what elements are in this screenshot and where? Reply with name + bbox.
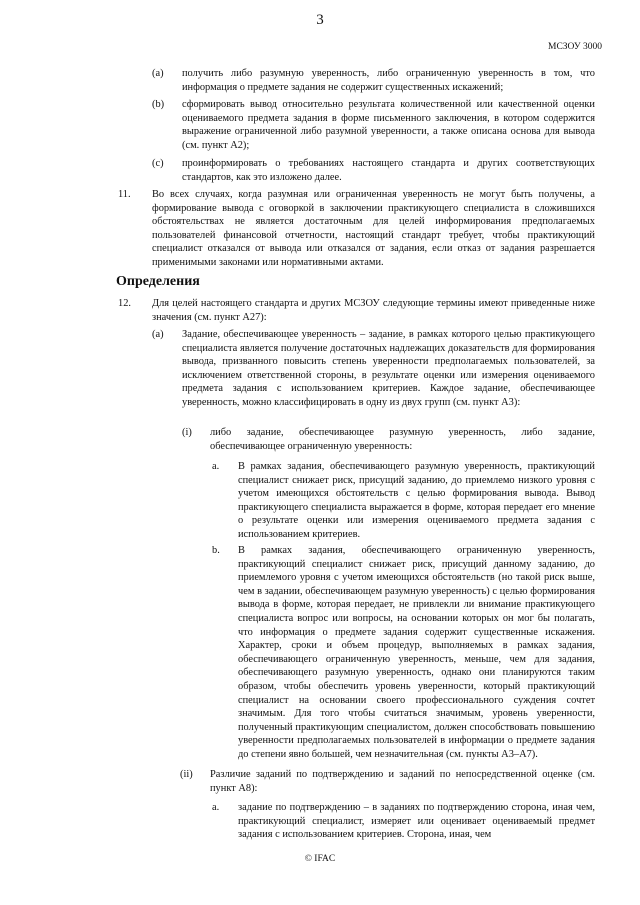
paragraph-number: 11. (118, 189, 131, 200)
section-heading: Определения (116, 274, 200, 289)
subitem-text: задание по подтверждению – в заданиях по подтверждению сторона, иная чем, практикующий специалист, измеряет или оценивает оцениваемый предмет задания с использованием критериев. Сторона, иная, чем (238, 802, 595, 841)
subitem-label: a. (212, 802, 220, 813)
page-number: 3 (316, 12, 324, 28)
list-text: сформировать вывод относительно результата количественной или качественной оценки оцениваемого предмета задания в форме письменного заключения, в котором содержится выражение ограниченной либо разумной уверенности, а также описана основа для вывода (см. пункт А2); (182, 99, 595, 151)
subitem-label: b. (212, 545, 220, 556)
footer-copyright: © IFAC (304, 854, 336, 864)
list-label: (a) (152, 68, 164, 79)
subitem-label: (i) (182, 427, 192, 438)
subitem-label: a. (212, 461, 220, 472)
list-text: проинформировать о требованиях настоящего стандарта и других соответствующих стандартов, как это изложено далее. (182, 158, 595, 183)
paragraph-text: Для целей настоящего стандарта и других МСЗОУ следующие термины имеют приведенные ниже значения (см. пункт А27): (152, 298, 595, 323)
definition-label: (a) (152, 329, 164, 340)
definition-text: Задание, обеспечивающее уверенность – задание, в рамках которого целью практикующего специалиста является получение достаточных надлежащих доказательств для формирования вывода, призванного повысить степень уверенности предполагаемых пользователей, за исключением ответственной стороны, в результате оценки или измерения оцениваемого предмета задания с использованием критериев. Каждое задание, обеспечивающее уверенность, можно классифицировать в одну из двух групп (см. пункт А3): (182, 329, 595, 408)
list-text: получить либо разумную уверенность, либо ограниченную уверенность в том, что информация о предмете задания не содержит существенных искажений; (182, 68, 595, 93)
subitem-label: (ii) (180, 769, 193, 780)
document-code: МСЗОУ 3000 (548, 42, 602, 52)
subitem-text: Различие заданий по подтверждению и заданий по непосредственной оценке (см. пункт А8): (210, 769, 595, 794)
paragraph-number: 12. (118, 298, 131, 309)
subitem-text: либо задание, обеспечивающее разумную уверенность, либо задание, обеспечивающее ограниченную уверенность: (210, 427, 595, 452)
paragraph-text: Во всех случаях, когда разумная или ограниченная уверенность не могут быть получены, а формирование вывода с оговоркой в заключении практикующего специалиста в сложившихся обстоятельствах не является достаточным для целей информирования предполагаемых пользователей финансовой отчетности, настоящий стандарт требует, чтобы практикующий специалист отказался от вывода или отказался от задания, если отказ от задания разрешается применимыми законами или нормативными актами. (152, 189, 595, 268)
list-label: (c) (152, 158, 164, 169)
subitem-text: В рамках задания, обеспечивающего разумную уверенность, практикующий специалист снижает риск, присущий заданию, до приемлемо низкого уровня с учетом имеющихся обстоятельств с целью формирования вывода. Вывод практикующего специалиста выражается в форме, которая передает его мнение о результате оценки или измерения оцениваемого предмета задания с использованием критериев. (238, 461, 595, 540)
list-label: (b) (152, 99, 165, 110)
subitem-text: В рамках задания, обеспечивающего ограниченную уверенность, практикующий специалист снижает риск, присущий данному заданию, до приемлемого уровня с учетом имеющихся обстоятельств (но такой риск выше, чем в задании, обеспечивающем разумную уверенность) с целью формирования вывода в форме, которая передает, не привлекли ли внимание практикующего специалиста вопрос или вопросы, на основании которых он мог бы полагать, что информация о предмете задания содержит существенные искажения. Характер, сроки и объем процедур, выполняемых в рамках задания, обеспечивающего ограниченную уверенность, меньше, чем для задания, обеспечивающего разумную уверенность, однако они планируются таким образом, чтобы обеспечить уровень уверенности, который практикующий специалист на основании своего профессионального суждения сочтет значимым. Для того чтобы считаться значимым, уровень уверенности, полученный практикующим специалистом, должен способствовать повышению уверенности предполагаемых пользователей в информации о предмете задания до степени явно большей, чем незначительная (см. пункты А3–А7). (238, 545, 595, 760)
